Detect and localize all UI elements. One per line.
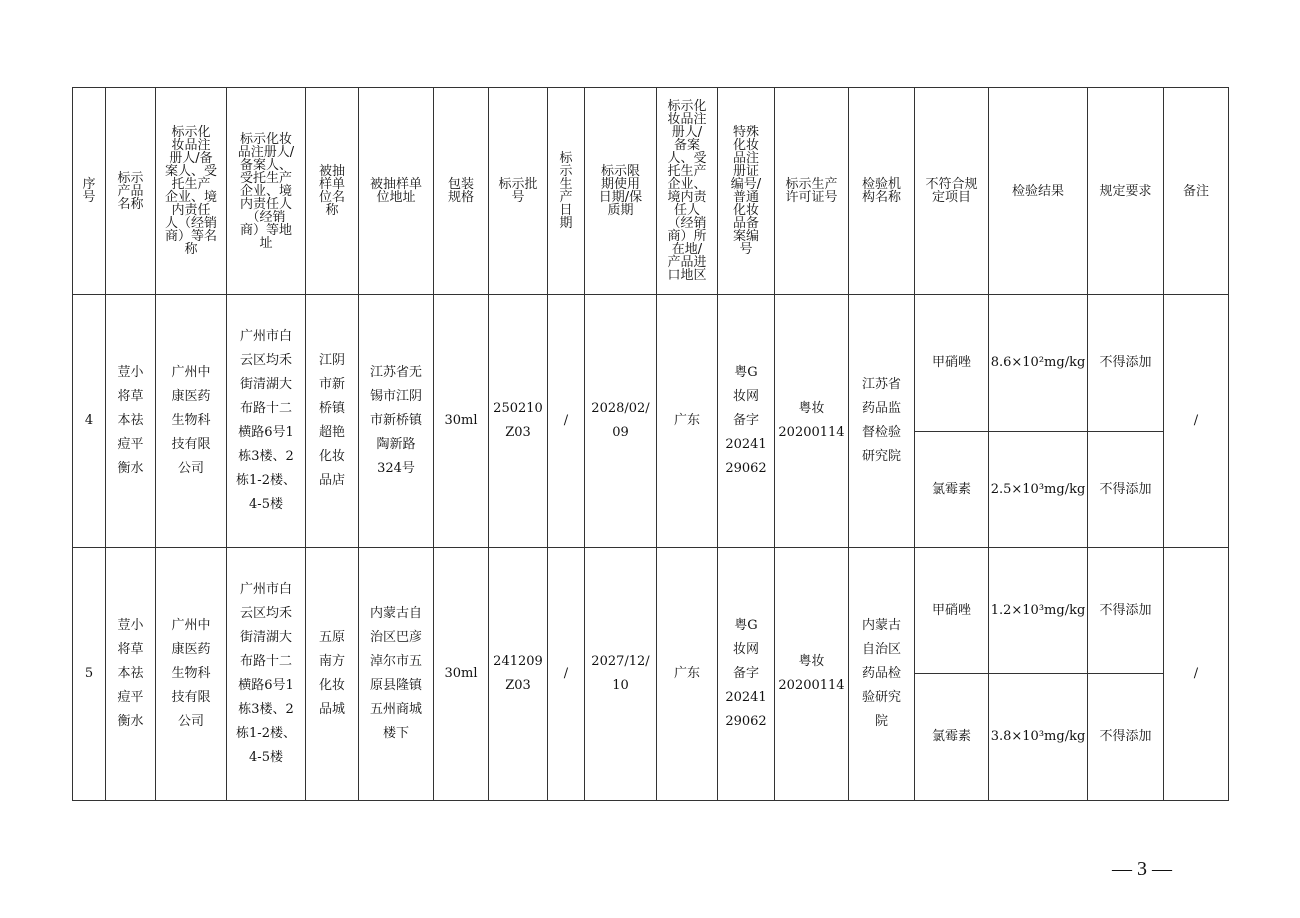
header-inspector: 检验机 构名称 [849, 88, 915, 295]
page-number: — 3 — [1112, 858, 1172, 880]
cell-item: 氯霉素 [915, 432, 989, 548]
header-product-name: 标示 产品 名称 [106, 88, 156, 295]
cell-product: 荳小 将草 本祛 痘平 衡水 [106, 295, 156, 548]
cell-requirement: 不得添加 [1088, 674, 1164, 801]
cell-item: 甲硝唑 [915, 548, 989, 674]
cell-item: 甲硝唑 [915, 295, 989, 432]
cell-sampled-address: 内蒙古自 治区巴彦 淖尔市五 原县隆镇 五州商城 楼下 [359, 548, 434, 801]
cell-cert-number: 粤G 妆网 备字 20241 29062 [718, 295, 775, 548]
sampling-results-table [72, 87, 1229, 801]
header-sampled-address: 被抽样单 位地址 [359, 88, 434, 295]
cell-package: 30ml [434, 295, 489, 548]
header-registrant-address: 标示化妆 品注册人/ 备案人、 受托生产 企业、境 内责任人 （经销 商）等地 址 [227, 88, 306, 295]
header-result: 检验结果 [989, 88, 1088, 295]
header-expiry: 标示限 期使用 日期/保 质期 [585, 88, 657, 295]
cell-requirement: 不得添加 [1088, 548, 1164, 674]
cell-batch: 241209 Z03 [489, 548, 548, 801]
cell-seq: 5 [73, 548, 106, 801]
header-seq: 序 号 [73, 88, 106, 295]
cell-seq: 4 [73, 295, 106, 548]
header-remark: 备注 [1164, 88, 1229, 295]
cell-license: 粤妆 20200114 [775, 295, 849, 548]
cell-requirement: 不得添加 [1088, 295, 1164, 432]
cell-expiry: 2027/12/ 10 [585, 548, 657, 801]
cell-batch: 250210 Z03 [489, 295, 548, 548]
header-production-date: 标 示 生 产 日 期 [548, 88, 585, 295]
cell-inspector: 江苏省 药品监 督检验 研究院 [849, 295, 915, 548]
cell-cert-number: 粤G 妆网 备字 20241 29062 [718, 548, 775, 801]
header-cert-number: 特殊 化妆 品注 册证 编号/ 普通 化妆 品备 案编 号 [718, 88, 775, 295]
cell-remark: / [1164, 295, 1229, 548]
cell-region: 广东 [657, 548, 718, 801]
cell-item: 氯霉素 [915, 674, 989, 801]
cell-inspector: 内蒙古 自治区 药品检 验研究 院 [849, 548, 915, 801]
cell-address: 广州市白 云区均禾 街清湖大 布路十二 横路6号1 栋3楼、2 栋1-2楼、 4-5楼 [227, 295, 306, 548]
header-sampled-unit: 被抽 样单 位名 称 [306, 88, 359, 295]
cell-sampled-address: 江苏省无 锡市江阴 市新桥镇 陶新路 324号 [359, 295, 434, 548]
header-package: 包装 规格 [434, 88, 489, 295]
cell-remark: / [1164, 548, 1229, 801]
cell-company: 广州中 康医药 生物科 技有限 公司 [156, 548, 227, 801]
header-requirement: 规定要求 [1088, 88, 1164, 295]
header-row [73, 88, 1229, 295]
header-license: 标示生产 许可证号 [775, 88, 849, 295]
table-row [73, 548, 1229, 674]
table-row [73, 295, 1229, 432]
cell-company: 广州中 康医药 生物科 技有限 公司 [156, 295, 227, 548]
cell-result: 3.8×10³mg/kg [989, 674, 1088, 801]
cell-product: 荳小 将草 本祛 痘平 衡水 [106, 548, 156, 801]
cell-production-date: / [548, 548, 585, 801]
cell-production-date: / [548, 295, 585, 548]
header-batch: 标示批 号 [489, 88, 548, 295]
cell-region: 广东 [657, 295, 718, 548]
cell-result: 2.5×10³mg/kg [989, 432, 1088, 548]
header-region: 标示化 妆品注 册人/ 备案 人、受 托生产 企业、 境内责 任人 （经销 商）所 在地/ 产品进 口地区 [657, 88, 718, 295]
cell-expiry: 2028/02/ 09 [585, 295, 657, 548]
cell-address: 广州市白 云区均禾 街清湖大 布路十二 横路6号1 栋3楼、2 栋1-2楼、 4-5楼 [227, 548, 306, 801]
cell-result: 1.2×10³mg/kg [989, 548, 1088, 674]
header-noncompliant-item: 不符合规 定项目 [915, 88, 989, 295]
header-registrant-name: 标示化 妆品注 册人/备 案人、受 托生产 企业、境 内责任 人（经销 商）等名 称 [156, 88, 227, 295]
cell-result: 8.6×10²mg/kg [989, 295, 1088, 432]
cell-sampled-unit: 江阴 市新 桥镇 超艳 化妆 品店 [306, 295, 359, 548]
cell-license: 粤妆 20200114 [775, 548, 849, 801]
cell-requirement: 不得添加 [1088, 432, 1164, 548]
cell-package: 30ml [434, 548, 489, 801]
cell-sampled-unit: 五原 南方 化妆 品城 [306, 548, 359, 801]
